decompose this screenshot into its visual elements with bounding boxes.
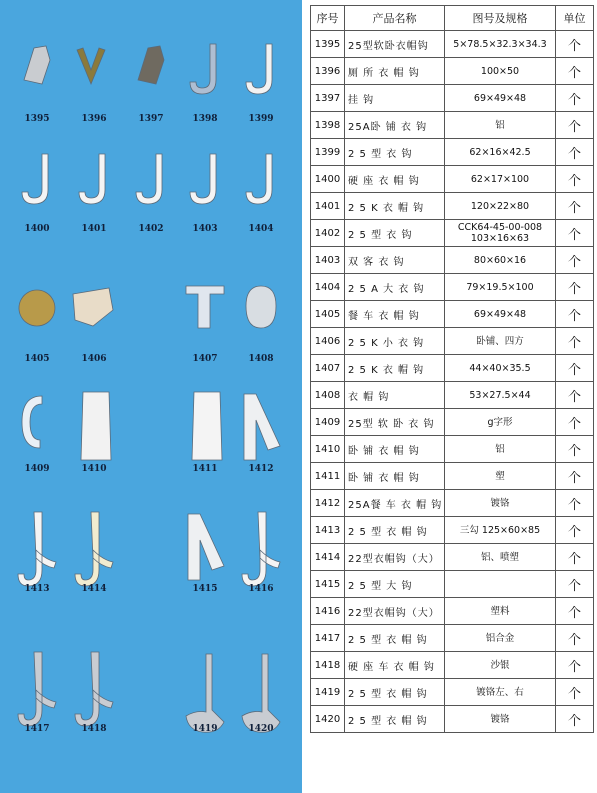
cell-spec: 镀铬左、右 <box>445 679 556 706</box>
cell-spec: 沙银 <box>445 652 556 679</box>
table-row <box>311 409 594 436</box>
cell-product-name: 2 5 型 衣 帽 钩 <box>345 706 445 733</box>
cell-number: 1416 <box>311 598 345 625</box>
cell-number: 1419 <box>311 679 345 706</box>
table-row <box>311 679 594 706</box>
photo-number-label: 1411 <box>192 464 218 474</box>
cell-product-name: 2 5 A 大 衣 钩 <box>345 274 445 301</box>
cell-spec: 铝合金 <box>445 625 556 652</box>
photo-number-label: 1418 <box>81 724 107 734</box>
cell-unit: 个 <box>556 382 594 409</box>
hook-shape <box>22 396 42 448</box>
photo-number-label: 1402 <box>138 224 164 234</box>
cell-number: 1418 <box>311 652 345 679</box>
cell-spec: 镀铬 <box>445 706 556 733</box>
cell-unit: 个 <box>556 139 594 166</box>
cell-number: 1398 <box>311 112 345 139</box>
hook-shape <box>246 154 272 204</box>
cell-spec: 53×27.5×44 <box>445 382 556 409</box>
cell-product-name: 2 5 型 衣 帽 钩 <box>345 517 445 544</box>
header-number: 序号 <box>311 6 345 31</box>
header-spec: 图号及规格 <box>445 6 556 31</box>
photo-number-label: 1400 <box>24 224 50 234</box>
hook-shape <box>22 154 48 204</box>
table-row <box>311 436 594 463</box>
table-row <box>311 193 594 220</box>
table-row <box>311 85 594 112</box>
cell-number: 1403 <box>311 247 345 274</box>
cell-product-name: 硬 座 衣 帽 钩 <box>345 166 445 193</box>
cell-spec: 塑料 <box>445 598 556 625</box>
table-row <box>311 220 594 247</box>
product-photo <box>65 490 123 602</box>
cell-unit: 个 <box>556 706 594 733</box>
photo-number-label: 1417 <box>24 724 50 734</box>
cell-unit: 个 <box>556 409 594 436</box>
cell-product-name: 卧 铺 衣 帽 钩 <box>345 463 445 490</box>
cell-number: 1414 <box>311 544 345 571</box>
hook-shape <box>18 512 56 586</box>
cell-number: 1409 <box>311 409 345 436</box>
cell-unit: 个 <box>556 220 594 247</box>
cell-spec: 塑 <box>445 463 556 490</box>
photo-number-label: 1409 <box>24 464 50 474</box>
header-unit: 单位 <box>556 6 594 31</box>
photo-number-label: 1396 <box>81 114 107 124</box>
table-row <box>311 490 594 517</box>
table-header-row <box>311 6 594 31</box>
cell-number: 1396 <box>311 58 345 85</box>
photo-number-label: 1406 <box>81 354 107 364</box>
hook-shape <box>244 394 280 460</box>
cell-unit: 个 <box>556 571 594 598</box>
cell-product-name: 2 5 型 衣 钩 <box>345 139 445 166</box>
photo-number-label: 1412 <box>248 464 274 474</box>
table-row <box>311 544 594 571</box>
hook-shape <box>186 654 224 732</box>
cell-unit: 个 <box>556 598 594 625</box>
cell-spec: 卧铺、四方 <box>445 328 556 355</box>
cell-unit: 个 <box>556 301 594 328</box>
cell-spec: 69×49×48 <box>445 85 556 112</box>
photo-number-label: 1415 <box>192 584 218 594</box>
product-photo <box>8 370 66 482</box>
cell-unit: 个 <box>556 31 594 58</box>
product-photo <box>122 20 180 132</box>
cell-spec: CCK64-45-00-008 103×16×63 <box>445 220 556 247</box>
cell-product-name: 卧 铺 衣 帽 钩 <box>345 436 445 463</box>
product-photo <box>232 20 290 132</box>
cell-product-name: 2 5 型 大 钩 <box>345 571 445 598</box>
cell-product-name: 2 5 型 衣 帽 钩 <box>345 679 445 706</box>
cell-unit: 个 <box>556 625 594 652</box>
photo-number-label: 1404 <box>248 224 274 234</box>
cell-spec: 120×22×80 <box>445 193 556 220</box>
photo-number-label: 1405 <box>24 354 50 364</box>
cell-spec <box>445 571 556 598</box>
table-row <box>311 301 594 328</box>
photo-number-label: 1420 <box>248 724 274 734</box>
table-row <box>311 571 594 598</box>
table-row <box>311 652 594 679</box>
cell-number: 1412 <box>311 490 345 517</box>
cell-unit: 个 <box>556 355 594 382</box>
cell-spec: 铝 <box>445 112 556 139</box>
cell-spec: 80×60×16 <box>445 247 556 274</box>
hook-shape <box>77 48 105 84</box>
cell-product-name: 22型衣帽钩（大） <box>345 544 445 571</box>
table-row <box>311 463 594 490</box>
hook-shape <box>246 44 272 94</box>
table-row <box>311 166 594 193</box>
table-row <box>311 31 594 58</box>
cell-number: 1406 <box>311 328 345 355</box>
hook-shape <box>136 154 162 204</box>
photo-number-label: 1408 <box>248 354 274 364</box>
product-photo <box>232 370 290 482</box>
table-row <box>311 139 594 166</box>
cell-unit: 个 <box>556 247 594 274</box>
photo-number-label: 1413 <box>24 584 50 594</box>
cell-spec: 铝、喷塑 <box>445 544 556 571</box>
photo-number-label: 1401 <box>81 224 107 234</box>
cell-spec: 44×40×35.5 <box>445 355 556 382</box>
cell-spec: 62×17×100 <box>445 166 556 193</box>
cell-number: 1408 <box>311 382 345 409</box>
product-photo <box>8 490 66 602</box>
photo-number-label: 1398 <box>192 114 218 124</box>
cell-unit: 个 <box>556 652 594 679</box>
cell-product-name: 25A卧 铺 衣 钩 <box>345 112 445 139</box>
cell-number: 1399 <box>311 139 345 166</box>
product-photo <box>176 370 234 482</box>
photo-number-label: 1410 <box>81 464 107 474</box>
cell-product-name: 硬 座 车 衣 帽 钩 <box>345 652 445 679</box>
cell-product-name: 25型软卧衣帽钩 <box>345 31 445 58</box>
cell-product-name: 25A餐 车 衣 帽 钩 <box>345 490 445 517</box>
cell-unit: 个 <box>556 112 594 139</box>
cell-product-name: 2 5 K 衣 帽 钩 <box>345 193 445 220</box>
product-photo <box>232 630 290 742</box>
product-photo <box>8 20 66 132</box>
table-row <box>311 355 594 382</box>
cell-unit: 个 <box>556 328 594 355</box>
table-row <box>311 625 594 652</box>
catalog-table <box>310 5 594 733</box>
product-photo <box>232 260 290 372</box>
product-photo <box>176 130 234 242</box>
cell-product-name: 2 5 型 衣 帽 钩 <box>345 625 445 652</box>
cell-product-name: 22型衣帽钩（大） <box>345 598 445 625</box>
product-photo <box>8 260 66 372</box>
cell-unit: 个 <box>556 490 594 517</box>
cell-number: 1402 <box>311 220 345 247</box>
hook-shape <box>190 44 216 94</box>
cell-number: 1405 <box>311 301 345 328</box>
cell-unit: 个 <box>556 463 594 490</box>
cell-unit: 个 <box>556 544 594 571</box>
cell-number: 1413 <box>311 517 345 544</box>
header-product-name: 产品名称 <box>345 6 445 31</box>
table-row <box>311 58 594 85</box>
hook-shape <box>24 46 50 84</box>
photo-number-label: 1403 <box>192 224 218 234</box>
table-row <box>311 328 594 355</box>
photo-number-label: 1414 <box>81 584 107 594</box>
hook-shape <box>186 286 224 328</box>
table-row <box>311 247 594 274</box>
product-photo <box>232 130 290 242</box>
cell-spec: 62×16×42.5 <box>445 139 556 166</box>
hook-shape <box>188 514 224 580</box>
cell-spec: 镀铬 <box>445 490 556 517</box>
cell-unit: 个 <box>556 166 594 193</box>
product-photo <box>8 630 66 742</box>
cell-unit: 个 <box>556 58 594 85</box>
cell-unit: 个 <box>556 274 594 301</box>
table-row <box>311 598 594 625</box>
product-photo <box>176 20 234 132</box>
hook-shape <box>246 286 276 328</box>
cell-spec: g字形 <box>445 409 556 436</box>
cell-number: 1401 <box>311 193 345 220</box>
cell-spec: 5×78.5×32.3×34.3 <box>445 31 556 58</box>
cell-product-name: 2 5 K 衣 帽 钩 <box>345 355 445 382</box>
cell-unit: 个 <box>556 679 594 706</box>
cell-number: 1415 <box>311 571 345 598</box>
cell-product-name: 挂 钩 <box>345 85 445 112</box>
cell-product-name: 双 客 衣 钩 <box>345 247 445 274</box>
cell-number: 1417 <box>311 625 345 652</box>
hook-shape <box>190 154 216 204</box>
photo-number-label: 1399 <box>248 114 274 124</box>
hook-shape <box>19 290 55 326</box>
product-photo <box>176 630 234 742</box>
cell-product-name: 餐 车 衣 帽 钩 <box>345 301 445 328</box>
cell-unit: 个 <box>556 517 594 544</box>
cell-product-name: 2 5 型 衣 钩 <box>345 220 445 247</box>
cell-spec: 100×50 <box>445 58 556 85</box>
cell-product-name: 25型 软 卧 衣 钩 <box>345 409 445 436</box>
product-photo <box>65 370 123 482</box>
cell-product-name: 衣 帽 钩 <box>345 382 445 409</box>
cell-unit: 个 <box>556 85 594 112</box>
table-row <box>311 382 594 409</box>
product-photo <box>65 130 123 242</box>
hook-shape <box>79 154 105 204</box>
table-body <box>311 31 594 733</box>
photo-number-label: 1416 <box>248 584 274 594</box>
cell-number: 1420 <box>311 706 345 733</box>
product-photo <box>65 630 123 742</box>
cell-number: 1410 <box>311 436 345 463</box>
cell-number: 1404 <box>311 274 345 301</box>
cell-unit: 个 <box>556 193 594 220</box>
cell-number: 1395 <box>311 31 345 58</box>
catalog-table-container <box>310 5 593 733</box>
cell-spec: 79×19.5×100 <box>445 274 556 301</box>
cell-number: 1411 <box>311 463 345 490</box>
hook-shape <box>242 512 280 586</box>
hook-shape <box>75 652 113 726</box>
cell-unit: 个 <box>556 436 594 463</box>
product-photo <box>232 490 290 602</box>
table-row <box>311 112 594 139</box>
cell-product-name: 厕 所 衣 帽 钩 <box>345 58 445 85</box>
product-photo <box>65 260 123 372</box>
table-row <box>311 706 594 733</box>
product-photo <box>8 130 66 242</box>
product-photo <box>176 260 234 372</box>
cell-product-name: 2 5 K 小 衣 钩 <box>345 328 445 355</box>
photo-number-label: 1407 <box>192 354 218 364</box>
hook-shape <box>73 288 113 326</box>
cell-number: 1397 <box>311 85 345 112</box>
cell-spec: 69×49×48 <box>445 301 556 328</box>
cell-number: 1407 <box>311 355 345 382</box>
product-photo <box>122 130 180 242</box>
product-photo <box>176 490 234 602</box>
hook-shape <box>242 654 280 732</box>
photo-number-label: 1397 <box>138 114 164 124</box>
hook-shape <box>138 46 164 84</box>
photo-number-label: 1419 <box>192 724 218 734</box>
table-row <box>311 274 594 301</box>
hook-shape <box>75 512 113 586</box>
cell-spec: 铝 <box>445 436 556 463</box>
table-row <box>311 517 594 544</box>
photo-number-label: 1395 <box>24 114 50 124</box>
cell-number: 1400 <box>311 166 345 193</box>
product-photo <box>65 20 123 132</box>
cell-spec: 三勾 125×60×85 <box>445 517 556 544</box>
hook-shape <box>81 392 111 460</box>
hook-shape <box>192 392 222 460</box>
hook-shape <box>18 652 56 726</box>
